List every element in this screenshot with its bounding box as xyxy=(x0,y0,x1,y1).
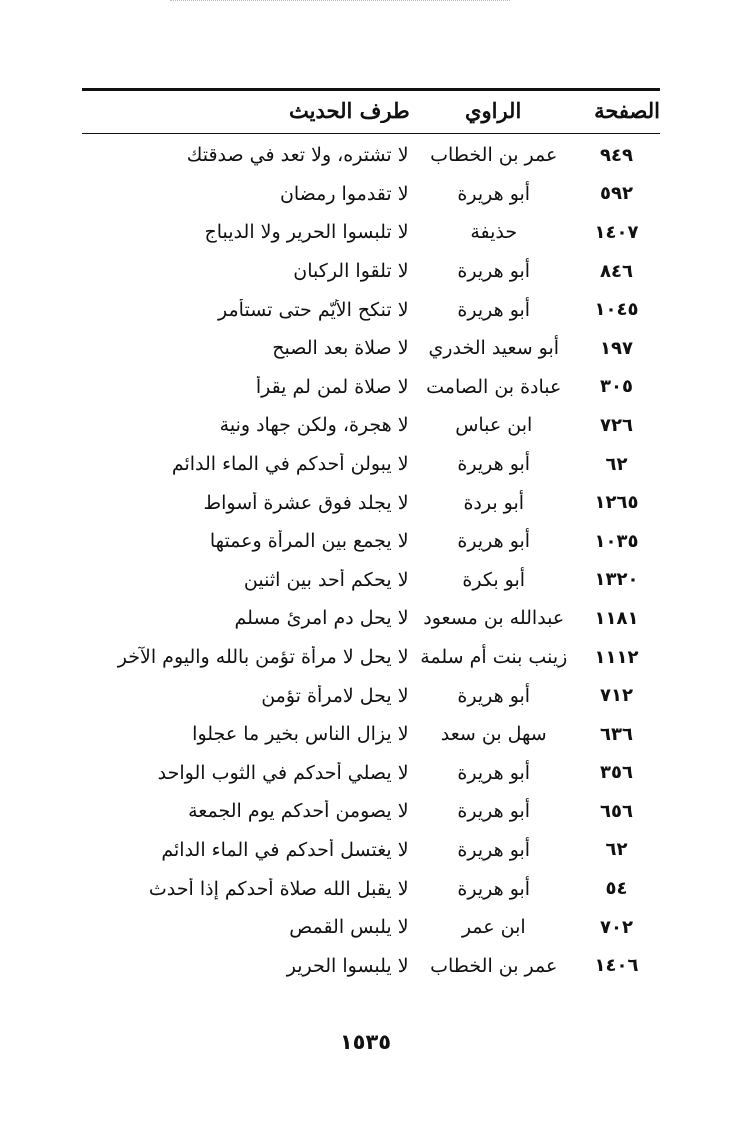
rawi-cell: أبو هريرة xyxy=(457,260,531,283)
rawi-cell: حذيفة xyxy=(470,221,518,244)
rawi-cell: أبو هريرة xyxy=(457,761,531,784)
page-number: ١٥٣٥ xyxy=(339,1030,392,1054)
page-cell: ٧٢٦ xyxy=(599,414,633,436)
table-row xyxy=(82,175,660,214)
table-row xyxy=(82,676,660,715)
table-row xyxy=(82,715,660,754)
page-cell: ١٤٠٧ xyxy=(594,221,639,243)
page-cell: ١٢٦٥ xyxy=(594,492,639,514)
rawi-cell: أبو هريرة xyxy=(457,838,531,861)
hadith-cell: لا يبولن أحدكم في الماء الدائم xyxy=(171,453,409,476)
table-row xyxy=(82,522,660,561)
rawi-cell: أبو بكرة xyxy=(462,568,526,591)
page-cell: ٣٠٥ xyxy=(599,376,633,398)
hadith-cell: لا يلبسوا الحرير xyxy=(286,954,409,977)
hadith-cell: لا يصلي أحدكم في الثوب الواحد xyxy=(157,761,409,784)
page-cell: ٥٤ xyxy=(605,878,628,900)
hadith-cell: لا يغتسل أحدكم في الماء الدائم xyxy=(161,838,409,861)
rawi-cell: أبو سعيد الخدري xyxy=(428,337,560,360)
top-edge-mark xyxy=(170,0,510,3)
rawi-cell: أبو هريرة xyxy=(457,182,531,205)
table-row xyxy=(82,368,660,407)
table-row xyxy=(82,213,660,252)
hadith-cell: لا يحكم أحد بين اثنين xyxy=(243,568,409,591)
hadith-cell: لا صلاة بعد الصبح xyxy=(272,337,409,360)
table-row xyxy=(82,561,660,600)
hadith-cell: لا تقدموا رمضان xyxy=(279,182,409,205)
page-cell: ١١١٢ xyxy=(594,646,639,668)
rawi-cell: أبو هريرة xyxy=(457,800,531,823)
table-header-row xyxy=(82,91,660,129)
page-cell: ٦٢ xyxy=(605,453,628,475)
page-cell: ١٠٤٥ xyxy=(594,299,639,321)
hadith-cell: لا تلبسوا الحرير ولا الديباج xyxy=(204,221,409,244)
page-cell: ٣٥٦ xyxy=(599,762,633,784)
page-cell: ٦٣٦ xyxy=(599,723,633,745)
hadith-cell: لا يجلد فوق عشرة أسواط xyxy=(203,491,409,514)
page-cell: ١٠٣٥ xyxy=(594,530,639,552)
page-cell: ٨٤٦ xyxy=(599,260,633,282)
table-row xyxy=(82,754,660,793)
hadith-cell: لا صلاة لمن لم يقرأ xyxy=(255,375,409,398)
table-row xyxy=(82,946,660,985)
page-cell: ٩٤٩ xyxy=(599,144,633,166)
hadith-cell: لا تلقوا الركبان xyxy=(293,260,409,283)
rawi-cell: أبو بردة xyxy=(463,491,525,514)
header-page: الصفحة xyxy=(594,97,660,123)
table-row xyxy=(82,290,660,329)
hadith-cell: لا يحل لامرأة تؤمن xyxy=(261,684,409,707)
rawi-cell: عبادة بن الصامت xyxy=(426,375,562,398)
page-cell: ١٩٧ xyxy=(599,337,633,359)
page-cell: ٦٥٦ xyxy=(599,800,633,822)
hadith-cell: لا يجمع بين المرأة وعمتها xyxy=(209,530,409,553)
hadith-cell: لا هجرة، ولكن جهاد ونية xyxy=(219,414,409,437)
page-cell: ٧١٢ xyxy=(599,685,633,707)
hadith-cell: لا يقبل الله صلاة أحدكم إذا أحدث xyxy=(148,877,409,900)
hadith-cell: لا يزال الناس بخير ما عجلوا xyxy=(192,723,409,746)
rawi-cell: سهل بن سعد xyxy=(440,723,547,746)
table-row xyxy=(82,252,660,291)
rawi-cell: ابن عمر xyxy=(461,916,526,939)
hadith-cell: لا تنكح الأيّم حتى تستأمر xyxy=(218,298,409,321)
hadith-cell: لا يحل لا مرأة تؤمن بالله واليوم الآخر xyxy=(117,646,409,669)
page-cell: ١٤٠٦ xyxy=(594,955,639,977)
table-header-rule xyxy=(82,133,660,134)
header-rawi: الراوي xyxy=(465,97,522,123)
rawi-cell: أبو هريرة xyxy=(457,877,531,900)
rawi-cell: أبو هريرة xyxy=(457,530,531,553)
rawi-cell: أبو هريرة xyxy=(457,298,531,321)
page-cell: ١٣٢٠ xyxy=(594,569,639,591)
rawi-cell: عمر بن الخطاب xyxy=(430,144,558,167)
table-row xyxy=(82,831,660,870)
hadith-cell: لا يحل دم امرئ مسلم xyxy=(234,607,409,630)
rawi-cell: عبدالله بن مسعود xyxy=(423,607,565,630)
hadith-cell: لا تشتره، ولا تعد في صدقتك xyxy=(186,144,409,167)
rawi-cell: ابن عباس xyxy=(455,414,533,437)
page-cell: ٧٠٢ xyxy=(599,916,633,938)
rawi-cell: عمر بن الخطاب xyxy=(430,954,558,977)
hadith-cell: لا يصومن أحدكم يوم الجمعة xyxy=(188,800,409,823)
table-row xyxy=(82,136,660,175)
header-hadith: طرف الحديث xyxy=(289,97,410,123)
page-cell: ١١٨١ xyxy=(594,607,639,629)
rawi-cell: زينب بنت أم سلمة xyxy=(420,646,568,669)
page-cell: ٦٢ xyxy=(605,839,628,861)
page-cell: ٥٩٢ xyxy=(599,183,633,205)
table-row xyxy=(82,406,660,445)
table-row xyxy=(82,869,660,908)
table-row xyxy=(82,638,660,677)
table-body xyxy=(82,136,660,985)
table-row xyxy=(82,445,660,484)
hadith-cell: لا يلبس القمص xyxy=(289,916,409,939)
table-row xyxy=(82,599,660,638)
rawi-cell: أبو هريرة xyxy=(457,453,531,476)
table-row xyxy=(82,908,660,947)
table-row xyxy=(82,329,660,368)
table-row xyxy=(82,792,660,831)
table-row xyxy=(82,483,660,522)
rawi-cell: أبو هريرة xyxy=(457,684,531,707)
index-table xyxy=(82,88,660,985)
